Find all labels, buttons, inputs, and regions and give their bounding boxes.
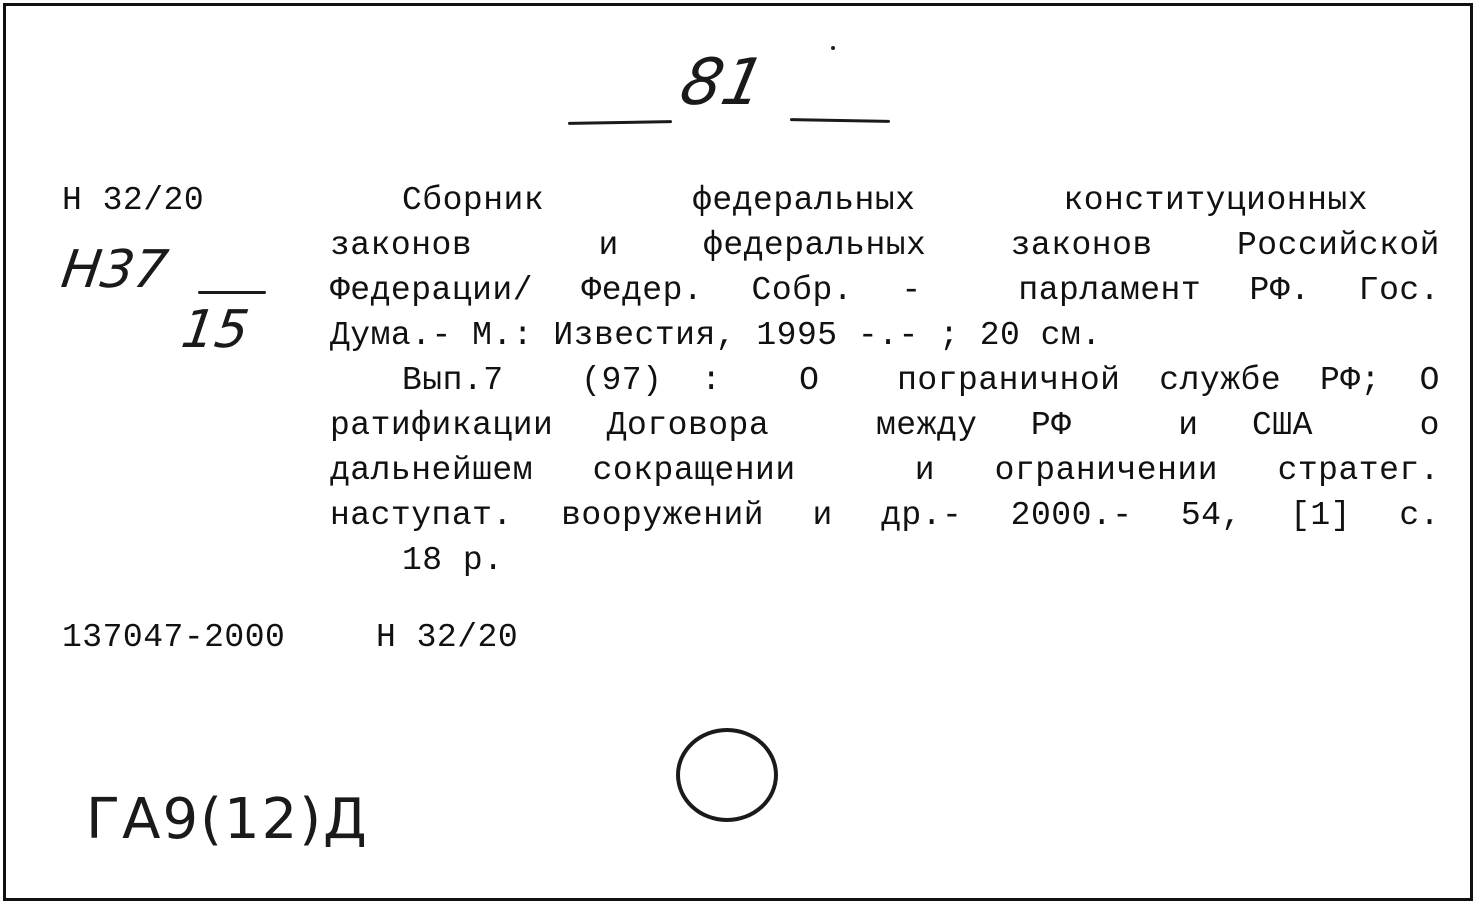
body-line-6: ратификации Договора между РФ и США о: [330, 407, 1440, 444]
ink-dot: [831, 46, 835, 50]
body-line-3: Федерации/ Федер. Собр. - парламент РФ. Гос.: [330, 272, 1440, 309]
body-line-7: дальнейшем сокращении и ограничении стратег.: [330, 452, 1440, 489]
shelfmark-typed: Н 32/20: [62, 182, 205, 219]
shelfmark-handwritten-denominator: 15: [177, 300, 253, 360]
shelfmark-handwritten-numerator: Н37: [57, 240, 172, 300]
body-line-1: Сборник федеральных конституционных: [402, 182, 1368, 219]
body-line-5: Вып.7 (97) : О пограничной службе РФ; О: [402, 362, 1440, 399]
body-line-8: наступат. вооружений и др.- 2000.- 54, [1] с.: [330, 497, 1440, 534]
body-line-2: законов и федеральных законов Российской: [330, 227, 1440, 264]
page-number: 81: [674, 46, 772, 120]
handwritten-code: ГА9(12)Д: [86, 787, 369, 852]
body-line-9: 18 р.: [402, 542, 504, 579]
inventory-shelfmark: Н 32/20: [376, 619, 519, 656]
inventory-number: 137047-2000: [62, 619, 286, 656]
punch-hole-circle: [676, 728, 778, 822]
body-line-4: Дума.- М.: Известия, 1995 -.- ; 20 см.: [330, 317, 1102, 354]
shelfmark-fraction-bar: [198, 291, 266, 294]
